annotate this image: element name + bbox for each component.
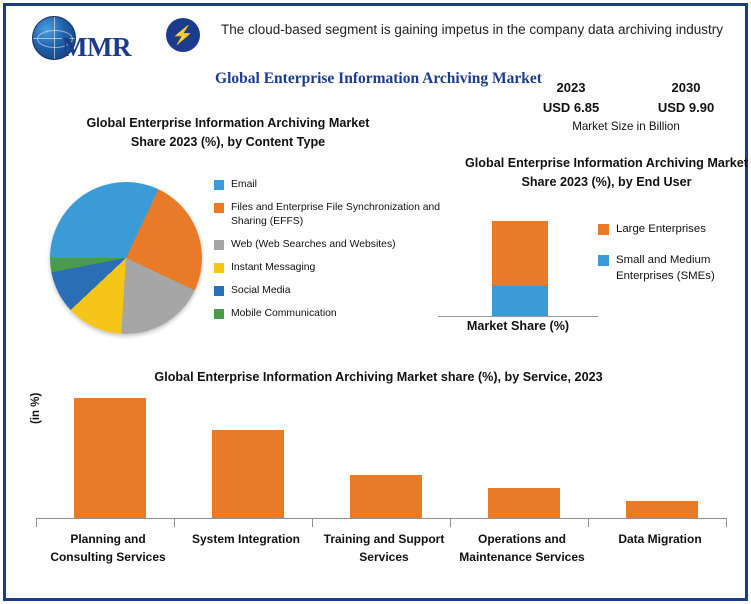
enduser-axis-line <box>438 316 598 317</box>
brand-name: MMR <box>62 32 131 62</box>
legend-swatch-smes <box>598 255 609 266</box>
axis-tick <box>36 518 37 527</box>
legend-label: Social Media <box>231 285 291 297</box>
bar-training <box>350 475 422 518</box>
legend-swatch-email <box>214 180 224 190</box>
legend-label: Mobile Communication <box>231 308 337 320</box>
bar-system-integration <box>212 430 284 518</box>
service-chart-title: Global Enterprise Information Archiving Market share (%), by Service, 2023 <box>154 370 603 384</box>
bar-label-operations: Operations and Maintenance Services <box>459 532 585 564</box>
axis-tick <box>588 518 589 527</box>
page-title: Global Enterprise Information Archiving Market <box>215 70 542 87</box>
legend-swatch-mobile <box>214 309 224 319</box>
legend-label: Email <box>231 179 257 190</box>
legend-swatch-im <box>214 263 224 273</box>
list-item <box>214 238 444 252</box>
brand-logo <box>26 14 166 66</box>
bar-operations <box>488 488 560 518</box>
bar-data-migration <box>626 501 698 518</box>
bar-planning <box>74 398 146 518</box>
list-item <box>214 284 444 298</box>
list-item <box>598 222 746 237</box>
service-y-axis-label: (in %) <box>30 392 42 424</box>
market-size-year-2023: 2023 <box>556 80 586 95</box>
legend-label: Large Enterprises <box>616 223 706 235</box>
service-axis-line <box>36 518 726 519</box>
list-item <box>214 201 444 229</box>
list-item <box>214 261 444 275</box>
bar-segment-large-enterprises <box>492 221 548 286</box>
legend-swatch-large-enterprises <box>598 224 609 235</box>
bar-label-planning: Planning and Consulting Services <box>50 532 166 564</box>
bar-label-training: Training and Support Services <box>323 532 445 564</box>
legend-label: Files and Enterprise File Synchronization and Sharing (EFFS) <box>231 202 441 228</box>
bolt-glyph: ⚡ <box>171 25 195 45</box>
headline-text: The cloud-based segment is gaining impetus in the company data archiving industry <box>220 22 724 37</box>
bolt-icon <box>166 18 200 52</box>
poster-frame <box>3 3 748 601</box>
legend-label: Small and Medium Enterprises (SMEs) <box>616 254 715 282</box>
list-item <box>598 253 746 284</box>
list-item <box>214 307 444 321</box>
legend-swatch-effs <box>214 203 224 213</box>
enduser-chart <box>438 221 598 316</box>
bar-label-data-migration: Data Migration <box>618 532 702 546</box>
pie-chart <box>50 182 202 334</box>
bar-label-system-integration: System Integration <box>191 532 301 546</box>
enduser-x-axis-label: Market Share (%) <box>466 319 570 333</box>
market-size-value-2030: USD 9.90 <box>657 100 715 115</box>
pie-legend <box>214 178 444 330</box>
axis-tick <box>726 518 727 527</box>
legend-swatch-web <box>214 240 224 250</box>
bar-segment-smes <box>492 286 548 316</box>
enduser-legend <box>598 222 746 300</box>
legend-label: Web (Web Searches and Websites) <box>231 239 396 251</box>
axis-tick <box>174 518 175 527</box>
legend-label: Instant Messaging <box>231 262 316 274</box>
pie-chart-title: Global Enterprise Information Archiving Market Share 2023 (%), by Content Type <box>86 116 370 149</box>
axis-tick <box>450 518 451 527</box>
market-size-value-2023: USD 6.85 <box>542 100 600 115</box>
enduser-chart-title: Global Enterprise Information Archiving Market Share 2023 (%), by End User <box>465 156 748 189</box>
list-item <box>214 178 444 192</box>
legend-swatch-social <box>214 286 224 296</box>
axis-tick <box>312 518 313 527</box>
market-size-year-2030: 2030 <box>671 80 701 95</box>
market-size-caption: Market Size in Billion <box>572 120 680 133</box>
